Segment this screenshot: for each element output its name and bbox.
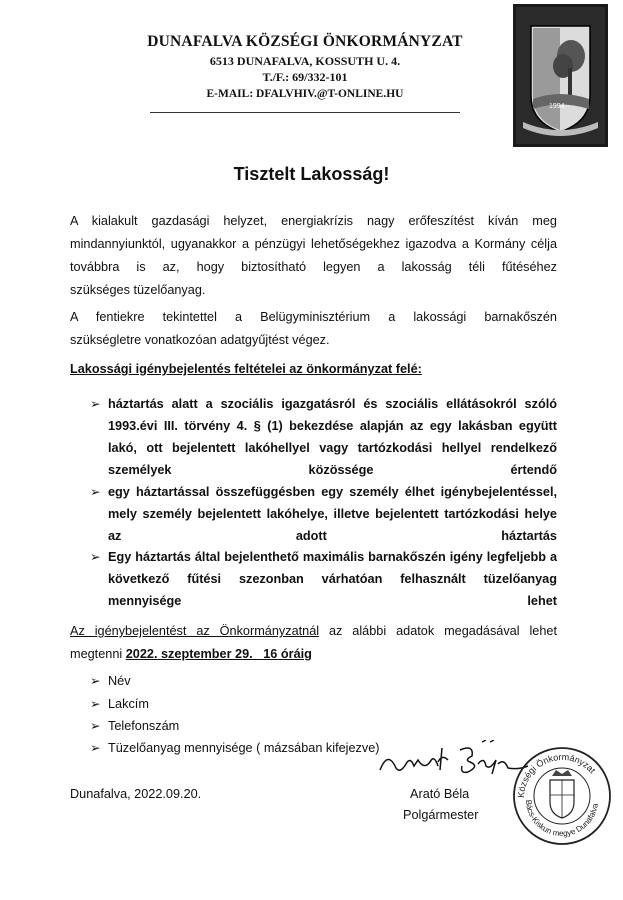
field-quantity-label: Tüzelőanyag mennyisége ( mázsában kifejezve) [108,741,380,755]
header-address: 6513 DUNAFALVA, KOSSUTH U. 4. [209,54,401,68]
header-email: E-MAIL: DFALVHIV.@T-ONLINE.HU [206,88,404,100]
section-heading: Lakossági igénybejelentés feltételei az önkormányzat felé: [70,362,422,376]
paragraph-ministry-text: A fentiekre tekintettel a Belügyminisztérium a lakossági barnakőszén [70,310,557,324]
condition-item-1 [90,393,557,481]
paragraph-ministry [70,306,557,352]
field-item-phone [90,718,179,733]
arrow-bullet-icon: ➢ [90,719,101,733]
condition-3-last: tüzelőanyag mennyisége lehet [108,572,557,608]
deadline-rest-text: az alábbi adatok megadásával lehet [319,624,557,638]
condition-2-text: egy háztartással összefüggésben egy személy élhet igénybejelentéssel, mely személy bejelentett lakóhelye, illetve bejelentett tartózkodási [108,485,557,521]
condition-2-last: helye az adott háztartás [108,507,557,543]
condition-1-text: háztartás alatt a szociális igazgatásról és szociális ellátásokról szóló 1993.évi III. törvény 4. § (1) bekezdése alapján az egy lakásban együtt lakó, ott bejelentett lakóhellyel vagy tartózkodási hellyel rendelkező [108,397,557,455]
crest-year: 1994 [549,103,565,110]
arrow-bullet-icon: ➢ [90,397,101,411]
page-title: Tisztelt Lakosság! [233,164,390,184]
arrow-bullet-icon: ➢ [90,674,101,688]
arrow-bullet-icon: ➢ [90,741,101,755]
arrow-bullet-icon: ➢ [90,550,101,564]
paragraph-intro-text: A kialakult gazdasági helyzet, energiakrízis nagy erőfeszítést kíván meg mindannyiunktól, ugyanakkor a pénzügyi lehetőségekhez igazodva a Kormány célja továbbra is az, hogy biztosítható legyen a lakosság téli fűtéséhez [70,214,557,274]
arrow-bullet-icon: ➢ [90,485,101,499]
field-item-name [90,673,131,688]
signatory-role: Polgármester [403,808,479,822]
stamp-top-text: Községi Önkormányzat [515,751,598,799]
paragraph-intro-last-line: szükséges tüzelőanyag. [70,283,206,297]
deadline-paragraph [70,620,557,666]
deadline-date: 2022. szeptember 29. 16 óráig [125,647,312,661]
condition-item-2 [90,481,557,547]
field-name-label: Név [108,674,131,688]
deadline-underlined-text: Az igénybejelentést az Önkormányzatnál [70,624,320,638]
paragraph-ministry-last-line: szükségletre vonatkozóan adatgyűjtést végez. [70,333,330,347]
condition-1-last: személyek közössége értendő [108,463,557,477]
arrow-bullet-icon: ➢ [90,697,101,711]
condition-item-3 [90,546,557,612]
field-address-label: Lakcím [108,697,149,711]
stamp-bottom-text: Bács-Kiskun megye Dunafalva [523,799,600,839]
paragraph-intro [70,210,557,302]
official-stamp [508,740,616,848]
header-divider [150,112,460,113]
field-item-quantity [90,740,380,755]
field-item-address [90,696,149,711]
place-date: Dunafalva, 2022.09.20. [70,787,202,801]
coat-of-arms-image [513,4,608,147]
deadline-prefix: megtenni [70,647,126,661]
field-phone-label: Telefonszám [108,719,180,733]
header-phone: T./F.: 69/332-101 [262,70,348,84]
header-org-name: DUNAFALVA KÖZSÉGI ÖNKORMÁNYZAT [147,33,463,50]
condition-3-text: Egy háztartás által bejelenthető maximális barnakőszén igény legfeljebb a következő fűtési szezonban várhatóan felhasznált [108,550,557,586]
signatory-name: Arató Béla [410,787,470,801]
